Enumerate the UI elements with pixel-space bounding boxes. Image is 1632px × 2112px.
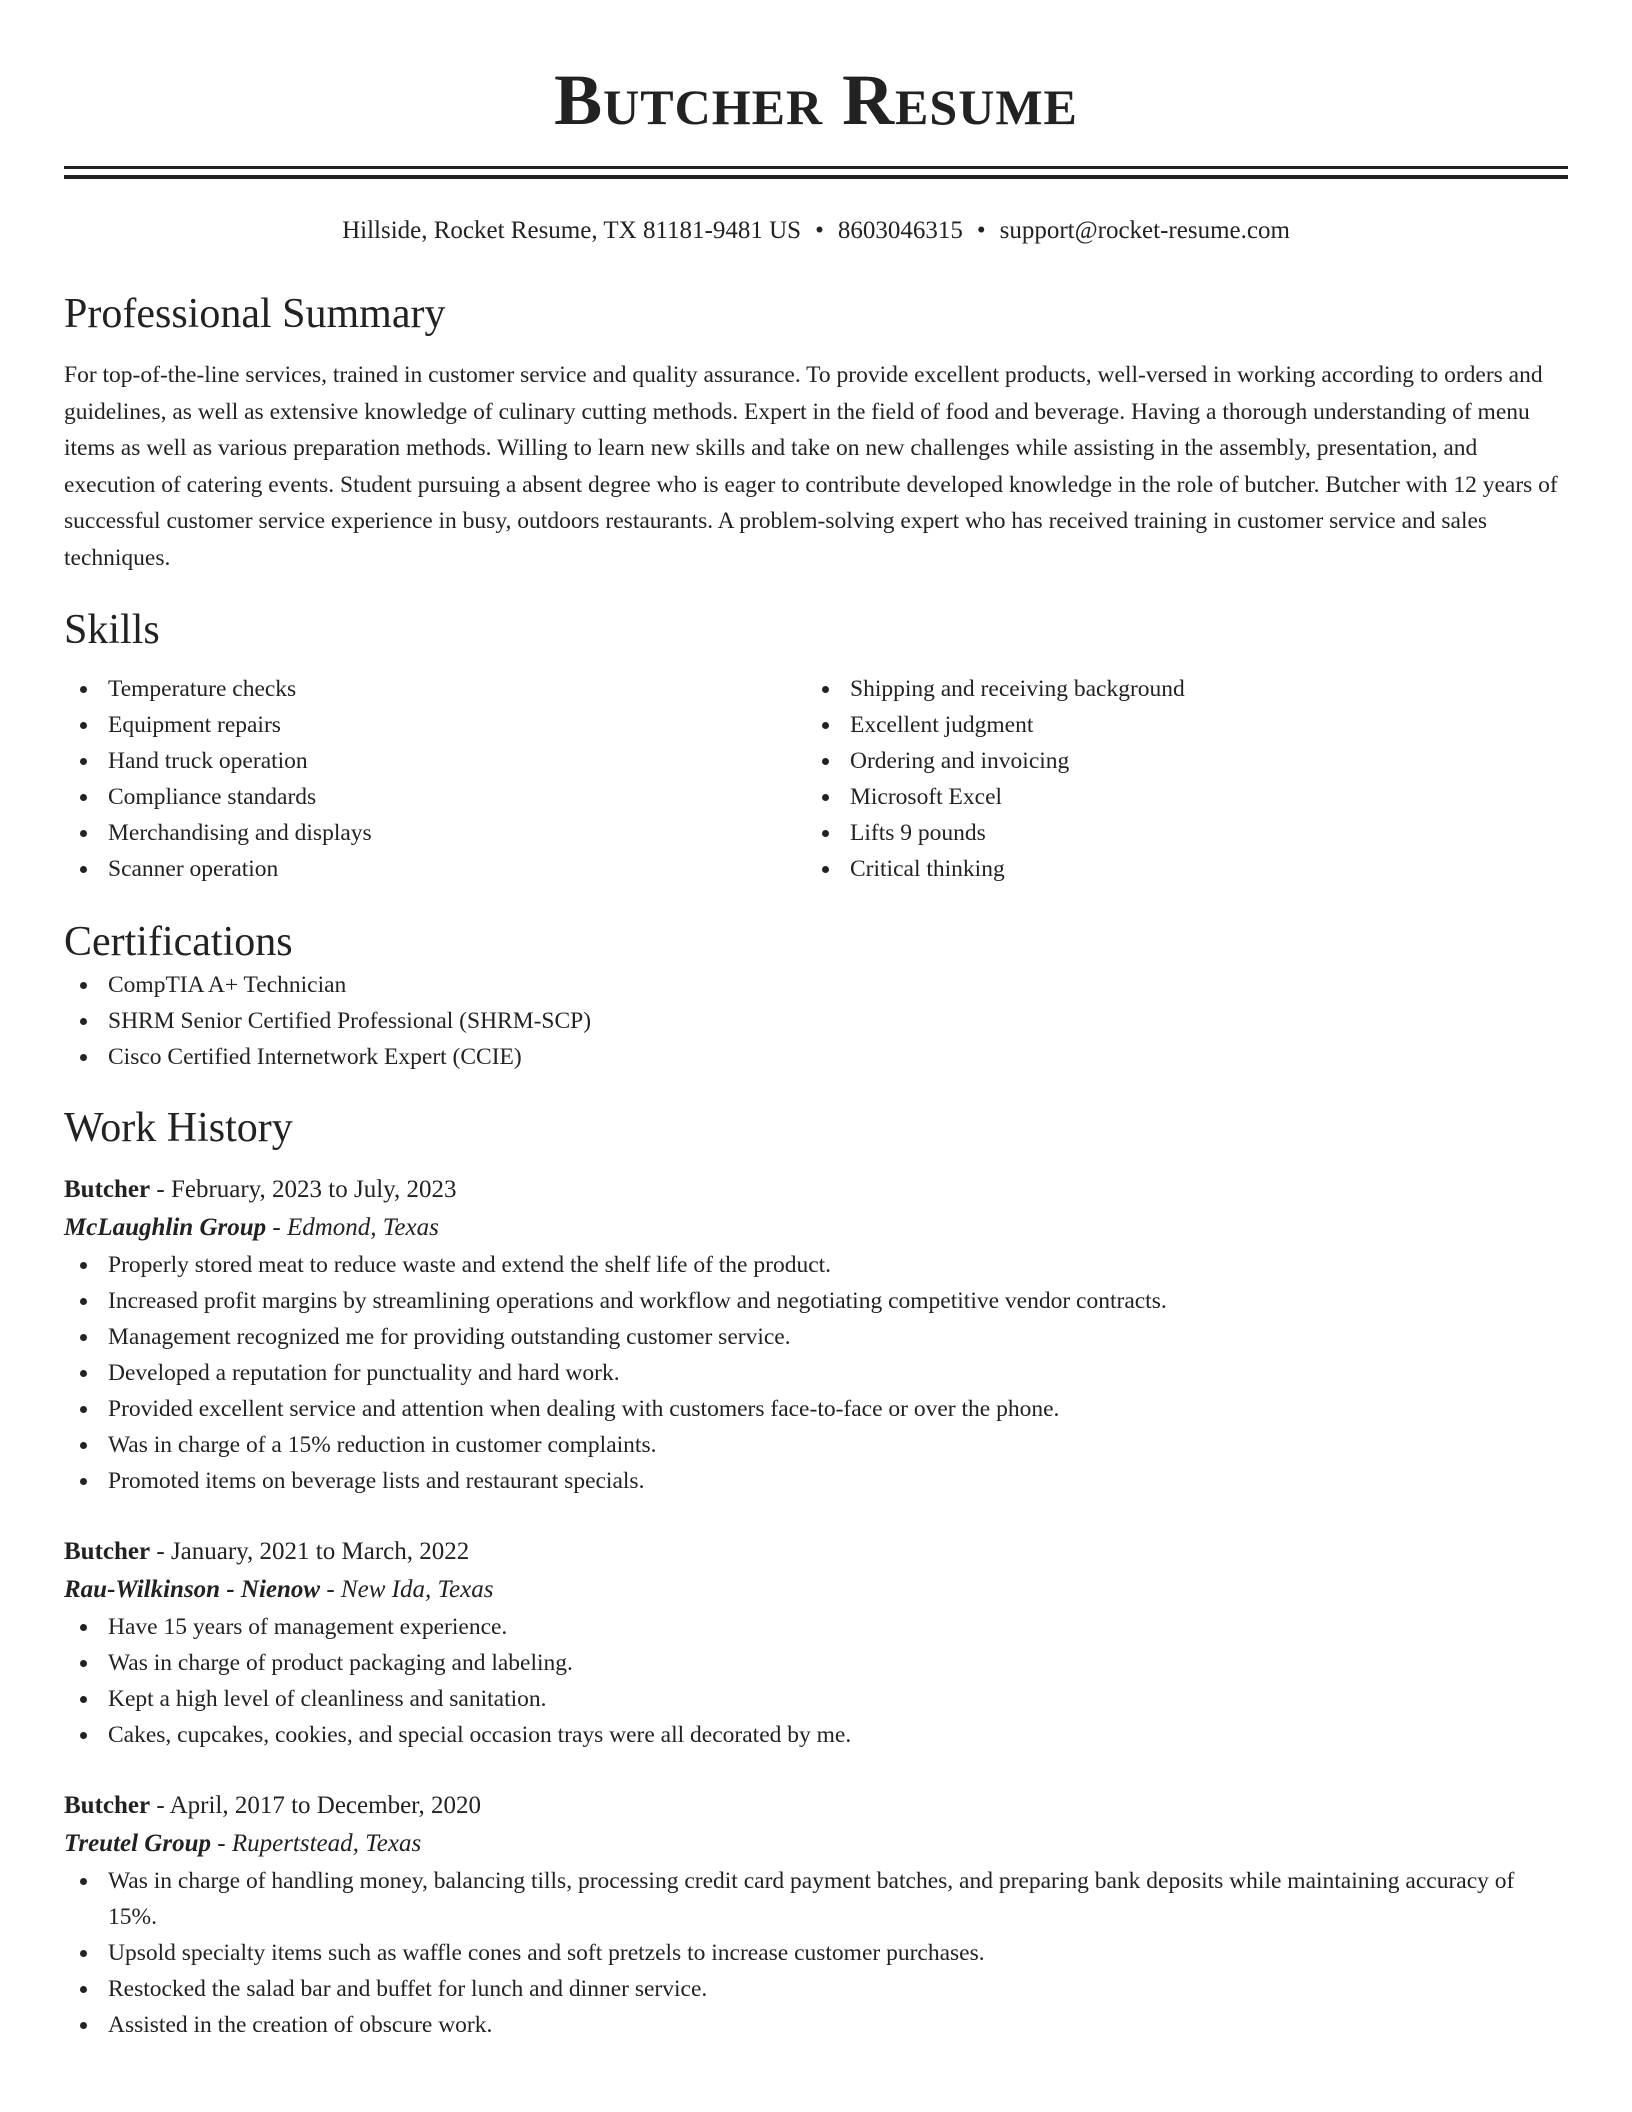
certifications-list bbox=[64, 967, 1568, 1075]
skills-list-left bbox=[64, 671, 806, 887]
job-duty: Cakes, cupcakes, cookies, and special occasion trays were all decorated by me. bbox=[64, 1717, 1568, 1753]
job-dash: - bbox=[150, 1791, 170, 1819]
skill-item: Merchandising and displays bbox=[64, 815, 806, 851]
job-company: Treutel Group bbox=[64, 1829, 211, 1857]
summary-text: For top-of-the-line services, trained in customer service and quality assurance. To provide excellent products, well-versed in working according to orders and guidelines, as well as extensive knowledge of culinary cutting methods. Expert in the field of food and beverage. Having a thorough understanding of menu items as well as various preparation methods. Willing to learn new skills and take on new challenges while assisting in the assembly, presentation, and execution of catering events. Student pursuing a absent degree who is eager to contribute developed knowledge in the role of butcher. Butcher with 12 years of successful customer service experience in busy, outdoors restaurants. A problem-solving expert who has received training in customer service and sales techniques. bbox=[64, 362, 1558, 571]
job-dates: January, 2021 to March, 2022 bbox=[170, 1537, 470, 1565]
job-duty: Provided excellent service and attention when dealing with customers face-to-face or over the phone. bbox=[64, 1391, 1568, 1427]
job-duty: Was in charge of handling money, balancing tills, processing credit card payment batches, and preparing bank deposits while maintaining accuracy of 15%. bbox=[64, 1863, 1568, 1935]
contact-email: support@rocket-resume.com bbox=[999, 217, 1290, 244]
job-dash: - bbox=[150, 1537, 171, 1565]
title-divider-bottom bbox=[64, 175, 1568, 179]
contact-separator: • bbox=[976, 217, 986, 244]
job-dash: - bbox=[266, 1213, 287, 1241]
skill-item: Scanner operation bbox=[64, 851, 806, 887]
contact-line bbox=[64, 215, 1568, 247]
job-duties-list bbox=[64, 1863, 1568, 2043]
job-duty: Was in charge of product packaging and labeling. bbox=[64, 1645, 1568, 1681]
summary-heading: Professional Summary bbox=[64, 291, 446, 337]
skills-columns bbox=[64, 671, 1568, 887]
job-company: Rau-Wilkinson - Nienow bbox=[64, 1575, 321, 1603]
skill-item: Lifts 9 pounds bbox=[806, 815, 1548, 851]
job-title: Butcher bbox=[64, 1791, 151, 1819]
skill-item: Temperature checks bbox=[64, 671, 806, 707]
certification-item: SHRM Senior Certified Professional (SHRM-SCP) bbox=[64, 1003, 1568, 1039]
job-dates: April, 2017 to December, 2020 bbox=[169, 1791, 481, 1819]
certification-item: CompTIA A+ Technician bbox=[64, 967, 1568, 1003]
skill-item: Compliance standards bbox=[64, 779, 806, 815]
job-duty: Management recognized me for providing outstanding customer service. bbox=[64, 1319, 1568, 1355]
job-duty: Kept a high level of cleanliness and sanitation. bbox=[64, 1681, 1568, 1717]
skill-item: Equipment repairs bbox=[64, 707, 806, 743]
contact-separator: • bbox=[815, 217, 824, 244]
title-divider-top bbox=[64, 166, 1568, 169]
contact-phone: 8603046315 bbox=[837, 217, 963, 244]
job-duty: Properly stored meat to reduce waste and extend the shelf life of the product. bbox=[64, 1247, 1568, 1283]
skills-heading: Skills bbox=[64, 606, 160, 653]
job-dash: - bbox=[150, 1175, 171, 1203]
job-employer bbox=[64, 1209, 1568, 1247]
job-duty: Have 15 years of management experience. bbox=[64, 1609, 1568, 1645]
work-history-heading: Work History bbox=[64, 1104, 293, 1151]
skills-list-right bbox=[806, 671, 1548, 887]
skill-item: Excellent judgment bbox=[806, 707, 1548, 743]
skill-item: Microsoft Excel bbox=[806, 779, 1548, 815]
job-dates: February, 2023 to July, 2023 bbox=[170, 1175, 457, 1203]
job-header bbox=[64, 1533, 1568, 1571]
job-duty: Restocked the salad bar and buffet for lunch and dinner service. bbox=[64, 1971, 1568, 2007]
job-dash: - bbox=[211, 1829, 232, 1857]
job-duty: Upsold specialty items such as waffle cones and soft pretzels to increase customer purchases. bbox=[64, 1935, 1568, 1971]
job-location: Edmond, Texas bbox=[286, 1213, 439, 1241]
job-employer bbox=[64, 1571, 1568, 1609]
job-duty: Assisted in the creation of obscure work. bbox=[64, 2007, 1568, 2043]
job-location: New Ida, Texas bbox=[340, 1575, 494, 1603]
job-entry bbox=[64, 1787, 1568, 2043]
certifications-heading: Certifications bbox=[64, 918, 293, 965]
job-dash: - bbox=[320, 1575, 341, 1603]
resume-page bbox=[64, 0, 1568, 2043]
job-duty: Increased profit margins by streamlining operations and workflow and negotiating competitive vendor contracts. bbox=[64, 1283, 1568, 1319]
contact-address: Hillside, Rocket Resume, TX 81181-9481 US bbox=[342, 217, 802, 244]
job-entry bbox=[64, 1171, 1568, 1499]
job-location: Rupertstead, Texas bbox=[231, 1829, 422, 1857]
skill-item: Critical thinking bbox=[806, 851, 1548, 887]
job-title: Butcher bbox=[64, 1175, 151, 1203]
resume-title: Butcher Resume bbox=[554, 60, 1078, 140]
job-header bbox=[64, 1787, 1568, 1825]
skill-item: Ordering and invoicing bbox=[806, 743, 1548, 779]
job-duties-list bbox=[64, 1247, 1568, 1499]
job-company: McLaughlin Group bbox=[64, 1213, 267, 1241]
job-duty: Developed a reputation for punctuality and hard work. bbox=[64, 1355, 1568, 1391]
job-duty: Promoted items on beverage lists and restaurant specials. bbox=[64, 1463, 1568, 1499]
job-duty: Was in charge of a 15% reduction in customer complaints. bbox=[64, 1427, 1568, 1463]
job-header bbox=[64, 1171, 1568, 1209]
skill-item: Hand truck operation bbox=[64, 743, 806, 779]
job-title: Butcher bbox=[64, 1537, 151, 1565]
job-duties-list bbox=[64, 1609, 1568, 1753]
job-employer bbox=[64, 1825, 1568, 1863]
job-entry bbox=[64, 1533, 1568, 1753]
skill-item: Shipping and receiving background bbox=[806, 671, 1548, 707]
certification-item: Cisco Certified Internetwork Expert (CCIE) bbox=[64, 1039, 1568, 1075]
